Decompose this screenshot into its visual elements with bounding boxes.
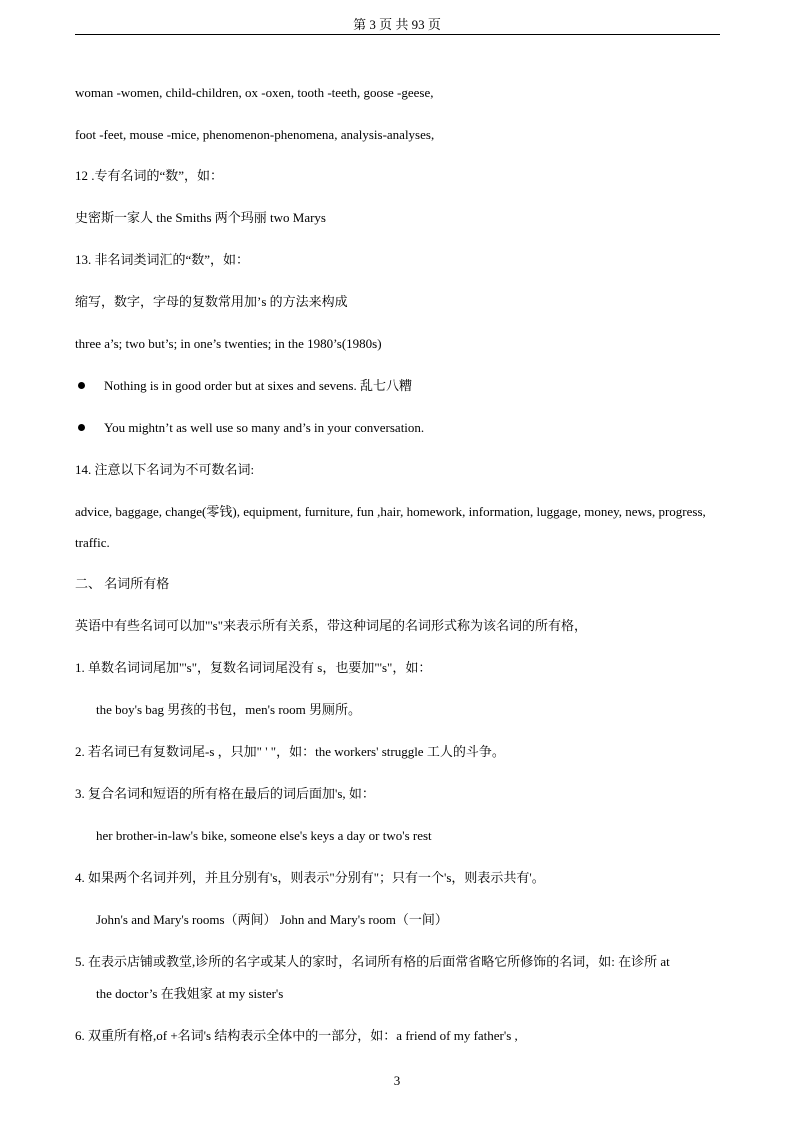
text-line: 13. 非名词类词汇的“数”，如： <box>75 252 250 267</box>
text-line: 4. 如果两个名词并列，并且分别有's，则表示"分别有"；只有一个's，则表示共有'。 <box>75 870 545 885</box>
text-line: 史密斯一家人 the Smiths 两个玛丽 two Marys <box>75 210 326 225</box>
text-line: three a’s; two but’s; in one’s twenties; in the 1980’s(1980s) <box>75 336 382 351</box>
page-header: 第 3 页 共 93 页 <box>353 17 441 32</box>
text-paragraph: advice, baggage, change(零钱), equipment, furniture, fun ,hair, homework, information, luggage, money, news, progress, traffic. <box>75 504 706 550</box>
text-line: 6. 双重所有格,of +名词's 结构表示全体中的一部分，如：a friend of my father's , <box>75 1028 518 1043</box>
bullet-icon <box>78 382 85 389</box>
example-line: John's and Mary's rooms（两间） John and Mary's room（一间） <box>96 912 448 927</box>
example-line: her brother-in-law's bike, someone else's keys a day or two's rest <box>96 828 432 843</box>
text-line: the doctor’s 在我姐家 at my sister's <box>96 986 284 1001</box>
example-line: the boy's bag 男孩的书包，men's room 男厕所。 <box>96 702 362 717</box>
text-line: woman -women, child-children, ox -oxen, tooth -teeth, goose -geese, <box>75 85 434 100</box>
text-line: 缩写，数字，字母的复数常用加’s 的方法来构成 <box>75 294 348 309</box>
bullet-item: You mightn’t as well use so many and’s in your conversation. <box>104 420 425 435</box>
bullet-item: Nothing is in good order but at sixes and sevens. 乱七八糟 <box>104 378 412 393</box>
page-number: 3 <box>393 1073 401 1088</box>
text-line: 2. 若名词已有复数词尾-s ，只加" ' "，如：the workers' struggle 工人的斗争。 <box>75 744 505 759</box>
section-heading: 二、 名词所有格 <box>75 576 170 591</box>
text-line: 3. 复合名词和短语的所有格在最后的词后面加's, 如： <box>75 786 375 801</box>
header-divider <box>75 34 720 35</box>
text-line: 5. 在表示店铺或教堂,诊所的名字或某人的家时，名词所有格的后面常省略它所修饰的名词，如: 在诊所 at <box>75 954 670 969</box>
text-line: 英语中有些名词可以加"'s"来表示所有关系，带这种词尾的名词形式称为该名词的所有格， <box>75 618 588 633</box>
text-line: foot -feet, mouse -mice, phenomenon-phenomena, analysis-analyses, <box>75 127 435 142</box>
bullet-icon <box>78 424 85 431</box>
text-line: 12 .专有名词的“数”，如： <box>75 168 224 183</box>
text-line: 1. 单数名词词尾加"'s"，复数名词词尾没有 s，也要加"'s"，如： <box>75 660 432 675</box>
text-line: 14. 注意以下名词为不可数名词: <box>75 462 255 477</box>
